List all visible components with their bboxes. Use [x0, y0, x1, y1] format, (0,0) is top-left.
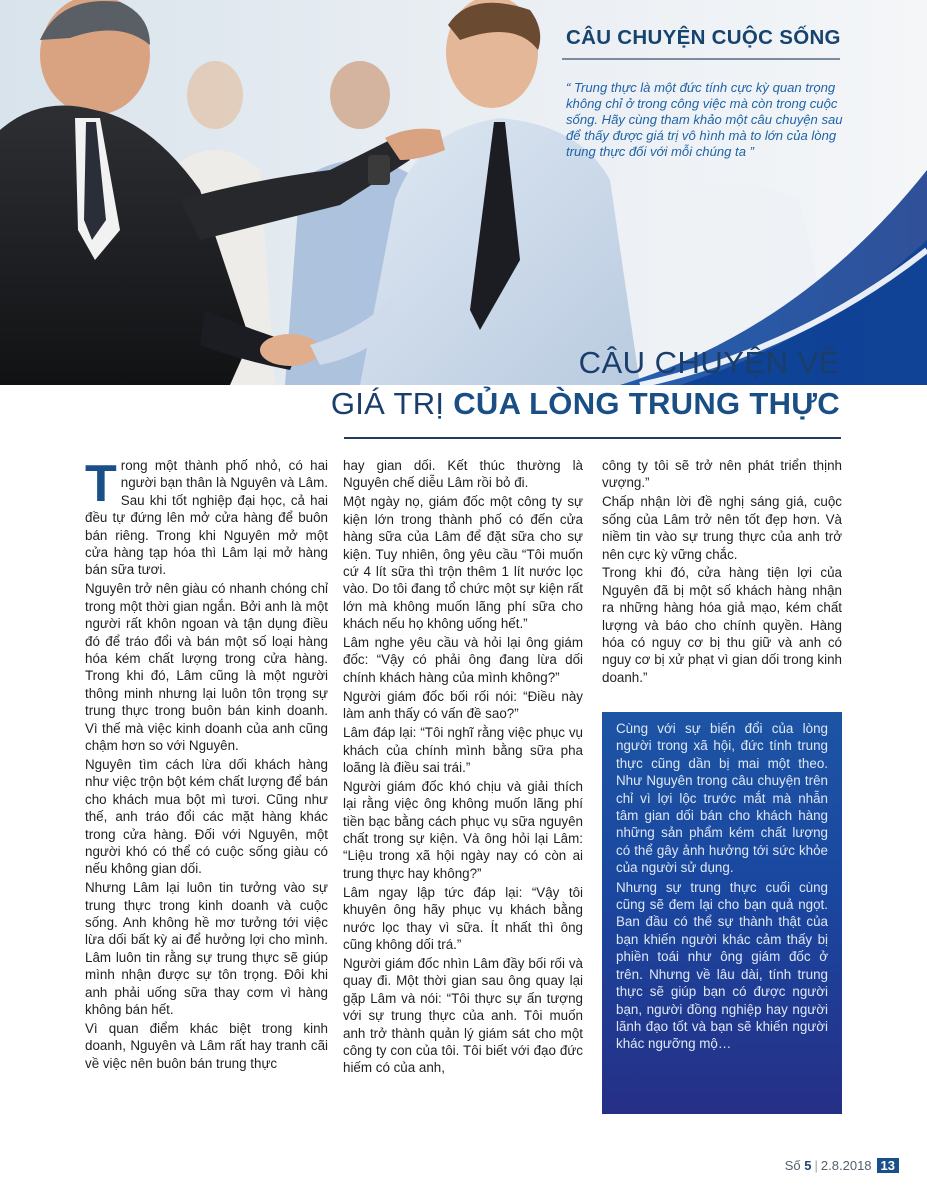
paragraph: Nguyên tìm cách lừa dối khách hàng như việc trộn bột kém chất lượng để bán cho khách mua bột mì tươi. Cũng như thế, anh tráo đổi các mặt hàng khác trong cửa hàng. Đối với Nguyên, một người khó có thể có cuộc sống giàu có nếu không gian dối.: [85, 756, 328, 877]
paragraph: Vì quan điểm khác biệt trong kinh doanh, Nguyên và Lâm rất hay tranh cãi về việc nên buôn bán trung thực: [85, 1021, 328, 1071]
section-label: CÂU CHUYỆN CUỘC SỐNG: [566, 26, 841, 49]
page-number: 13: [877, 1158, 899, 1173]
issue-date: 2.8.2018: [820, 1158, 872, 1173]
title-divider: [344, 437, 841, 439]
paragraph: Lâm đáp lại: “Tôi nghĩ rằng việc phục vụ khách của chính mình bằng sữa pha loãng là điều sai trái.”: [343, 725, 583, 775]
paragraph: công ty tôi sẽ trở nên phát triển thịnh vượng.”: [602, 458, 842, 491]
issue-number: 5: [804, 1158, 812, 1173]
paragraph: Chấp nhận lời đề nghị sáng giá, cuộc sống của Lâm trở nên tốt đẹp hơn. Và niềm tin vào sự trung thực của anh trở nên cực kỳ vững chắc.: [602, 494, 842, 562]
article-column-3: [602, 457, 842, 688]
article-title-line-2: [331, 386, 840, 422]
page-footer: [785, 1158, 899, 1173]
box-paragraph: Nhưng sự trung thực cuối cùng cũng sẽ đem lại cho bạn quả ngọt. Ban đầu có thể sự thành thật của bạn khiến người khác cảm thấy bị phiền toái như ông giám đốc ở trên. Nhưng về lâu dài, tính trung thực sẽ giúp bạn có được người bạn, người đồng nghiệp hay người lãnh đạo tốt và bạn sẽ khiến người khác ngưỡng mộ…: [616, 879, 828, 1052]
title-light-part: GIÁ TRỊ: [330, 386, 445, 421]
paragraph: [85, 457, 328, 579]
paragraph: Lâm nghe yêu cầu và hỏi lại ông giám đốc: “Vậy có phải ông đang lừa dối chính khách hàng của mình không?”: [343, 635, 583, 685]
paragraph: Nhưng Lâm lại luôn tin tưởng vào sự trung thực trong kinh doanh và cuộc sống. Anh không hề mơ tưởng tới việc lừa dối bất kỳ ai để hưởng lợi cho mình. Lâm luôn tin rằng sự trung thực sẽ giúp mình nhận được sự tôn trọng. Đôi khi anh phải uống sữa thay cơm vì hàng không bán hết.: [85, 880, 328, 1018]
paragraph: Một ngày nọ, giám đốc một công ty sự kiện lớn trong thành phố có đến cửa hàng sữa của Lâm để đặt sữa cho sự kiện. Tuy nhiên, ông yêu cầu “Tôi muốn cứ 4 lít sữa thì trộn thêm 1 lít nước lọc vào. Do tôi đang tổ chức một sự kiện rất lớn mà không muốn lãng phí sữa cho khách nếu họ không uống hết.”: [343, 494, 583, 632]
title-bold-part: CỦA LÒNG TRUNG THỰC: [453, 386, 840, 421]
intro-quote: “ Trung thực là một đức tính cực kỳ quan trọng không chỉ ở trong công việc mà còn trong cuộc sống. Hãy cùng tham khảo một câu chuyện sau để thấy được giá trị vô hình mà to lớn của lòng trung thực đối với mỗi chúng ta ”: [566, 80, 843, 159]
paragraph: Người giám đốc bối rối nói: “Điều này làm anh thấy có vấn đề sao?”: [343, 688, 583, 722]
paragraph: Người giám đốc khó chịu và giải thích lại rằng việc ông không muốn lãng phí tiền bạc bằng cách phục vụ sữa nguyên chất trong sự kiện. Và ông hỏi lại Lâm: “Liệu trong xã hội ngày nay có còn ai trung thực hay không?”: [343, 778, 583, 881]
drop-cap: T: [85, 455, 117, 513]
paragraph: Lâm ngay lập tức đáp lại: “Vậy tôi khuyên ông hãy phục vụ khách bằng nước lọc thay vì sữa. Ít nhất thì ông cũng không dối trá.”: [343, 884, 583, 952]
article-title-line-1: CÂU CHUYỆN VỀ: [578, 345, 840, 380]
footer-separator: |: [814, 1158, 818, 1173]
article-column-1: [85, 457, 328, 1074]
paragraph: Nguyên trở nên giàu có nhanh chóng chỉ trong một thời gian ngắn. Bởi anh là một người rất khôn ngoan và tận dụng điều đó để tráo đổi và bán một số loại hàng hóa kém chất lượng trong cửa hàng. Trong khi đó, Lâm cũng là một người thông minh nhưng lại luôn tôn trọng sự trung thực trong buôn bán kinh doanh. Vì thế mà việc kinh doanh của anh cũng chậm hơn so với Nguyên.: [85, 581, 328, 753]
section-divider: [562, 58, 840, 60]
paragraph: Người giám đốc nhìn Lâm đầy bối rối và quay đi. Một thời gian sau ông quay lại gặp Lâm và nói: “Tôi thực sự ấn tượng với sự trung thực của anh. Tôi muốn anh trở thành quản lý giám sát cho một công ty con của tôi. Tôi biết với đạo đức hiếm có của anh,: [343, 955, 583, 1076]
highlight-box: [602, 712, 842, 1114]
article-column-2: [343, 457, 583, 1078]
paragraph: hay gian dối. Kết thúc thường là Nguyên chế diễu Lâm rồi bỏ đi.: [343, 458, 583, 491]
issue-label: [785, 1158, 812, 1173]
paragraph-text: rong một thành phố nhỏ, có hai người bạn thân là Nguyên và Lâm. Sau khi tốt nghiệp đại học, cả hai đều tự đứng lên mở cửa hàng để buôn bán riêng. Trong khi Nguyên mở một cửa hàng tạp hóa thì Lâm lại mở hàng bán sữa tươi.: [85, 458, 328, 578]
paragraph: Trong khi đó, cửa hàng tiện lợi của Nguyên đã bị một số khách hàng nhận ra những hàng hóa giả mạo, kém chất lượng và báo cho chính quyền. Hàng hóa có nguy cơ bị thu giữ và anh có nguy cơ bị xử phạt vì gian dối trong kinh doanh.”: [602, 565, 842, 685]
issue-prefix: Số: [784, 1158, 801, 1173]
box-paragraph: Cùng với sự biến đổi của lòng người trong xã hội, đức tính trung thực cũng dần bị mai một theo. Như Nguyên trong câu chuyện trên chỉ vì lợi lộc trước mắt mà nhẫn tâm gian dối bán cho khách hàng những sản phẩm kém chất lượng có thể gây ảnh hưởng tới sức khỏe của người sử dụng.: [616, 721, 828, 876]
